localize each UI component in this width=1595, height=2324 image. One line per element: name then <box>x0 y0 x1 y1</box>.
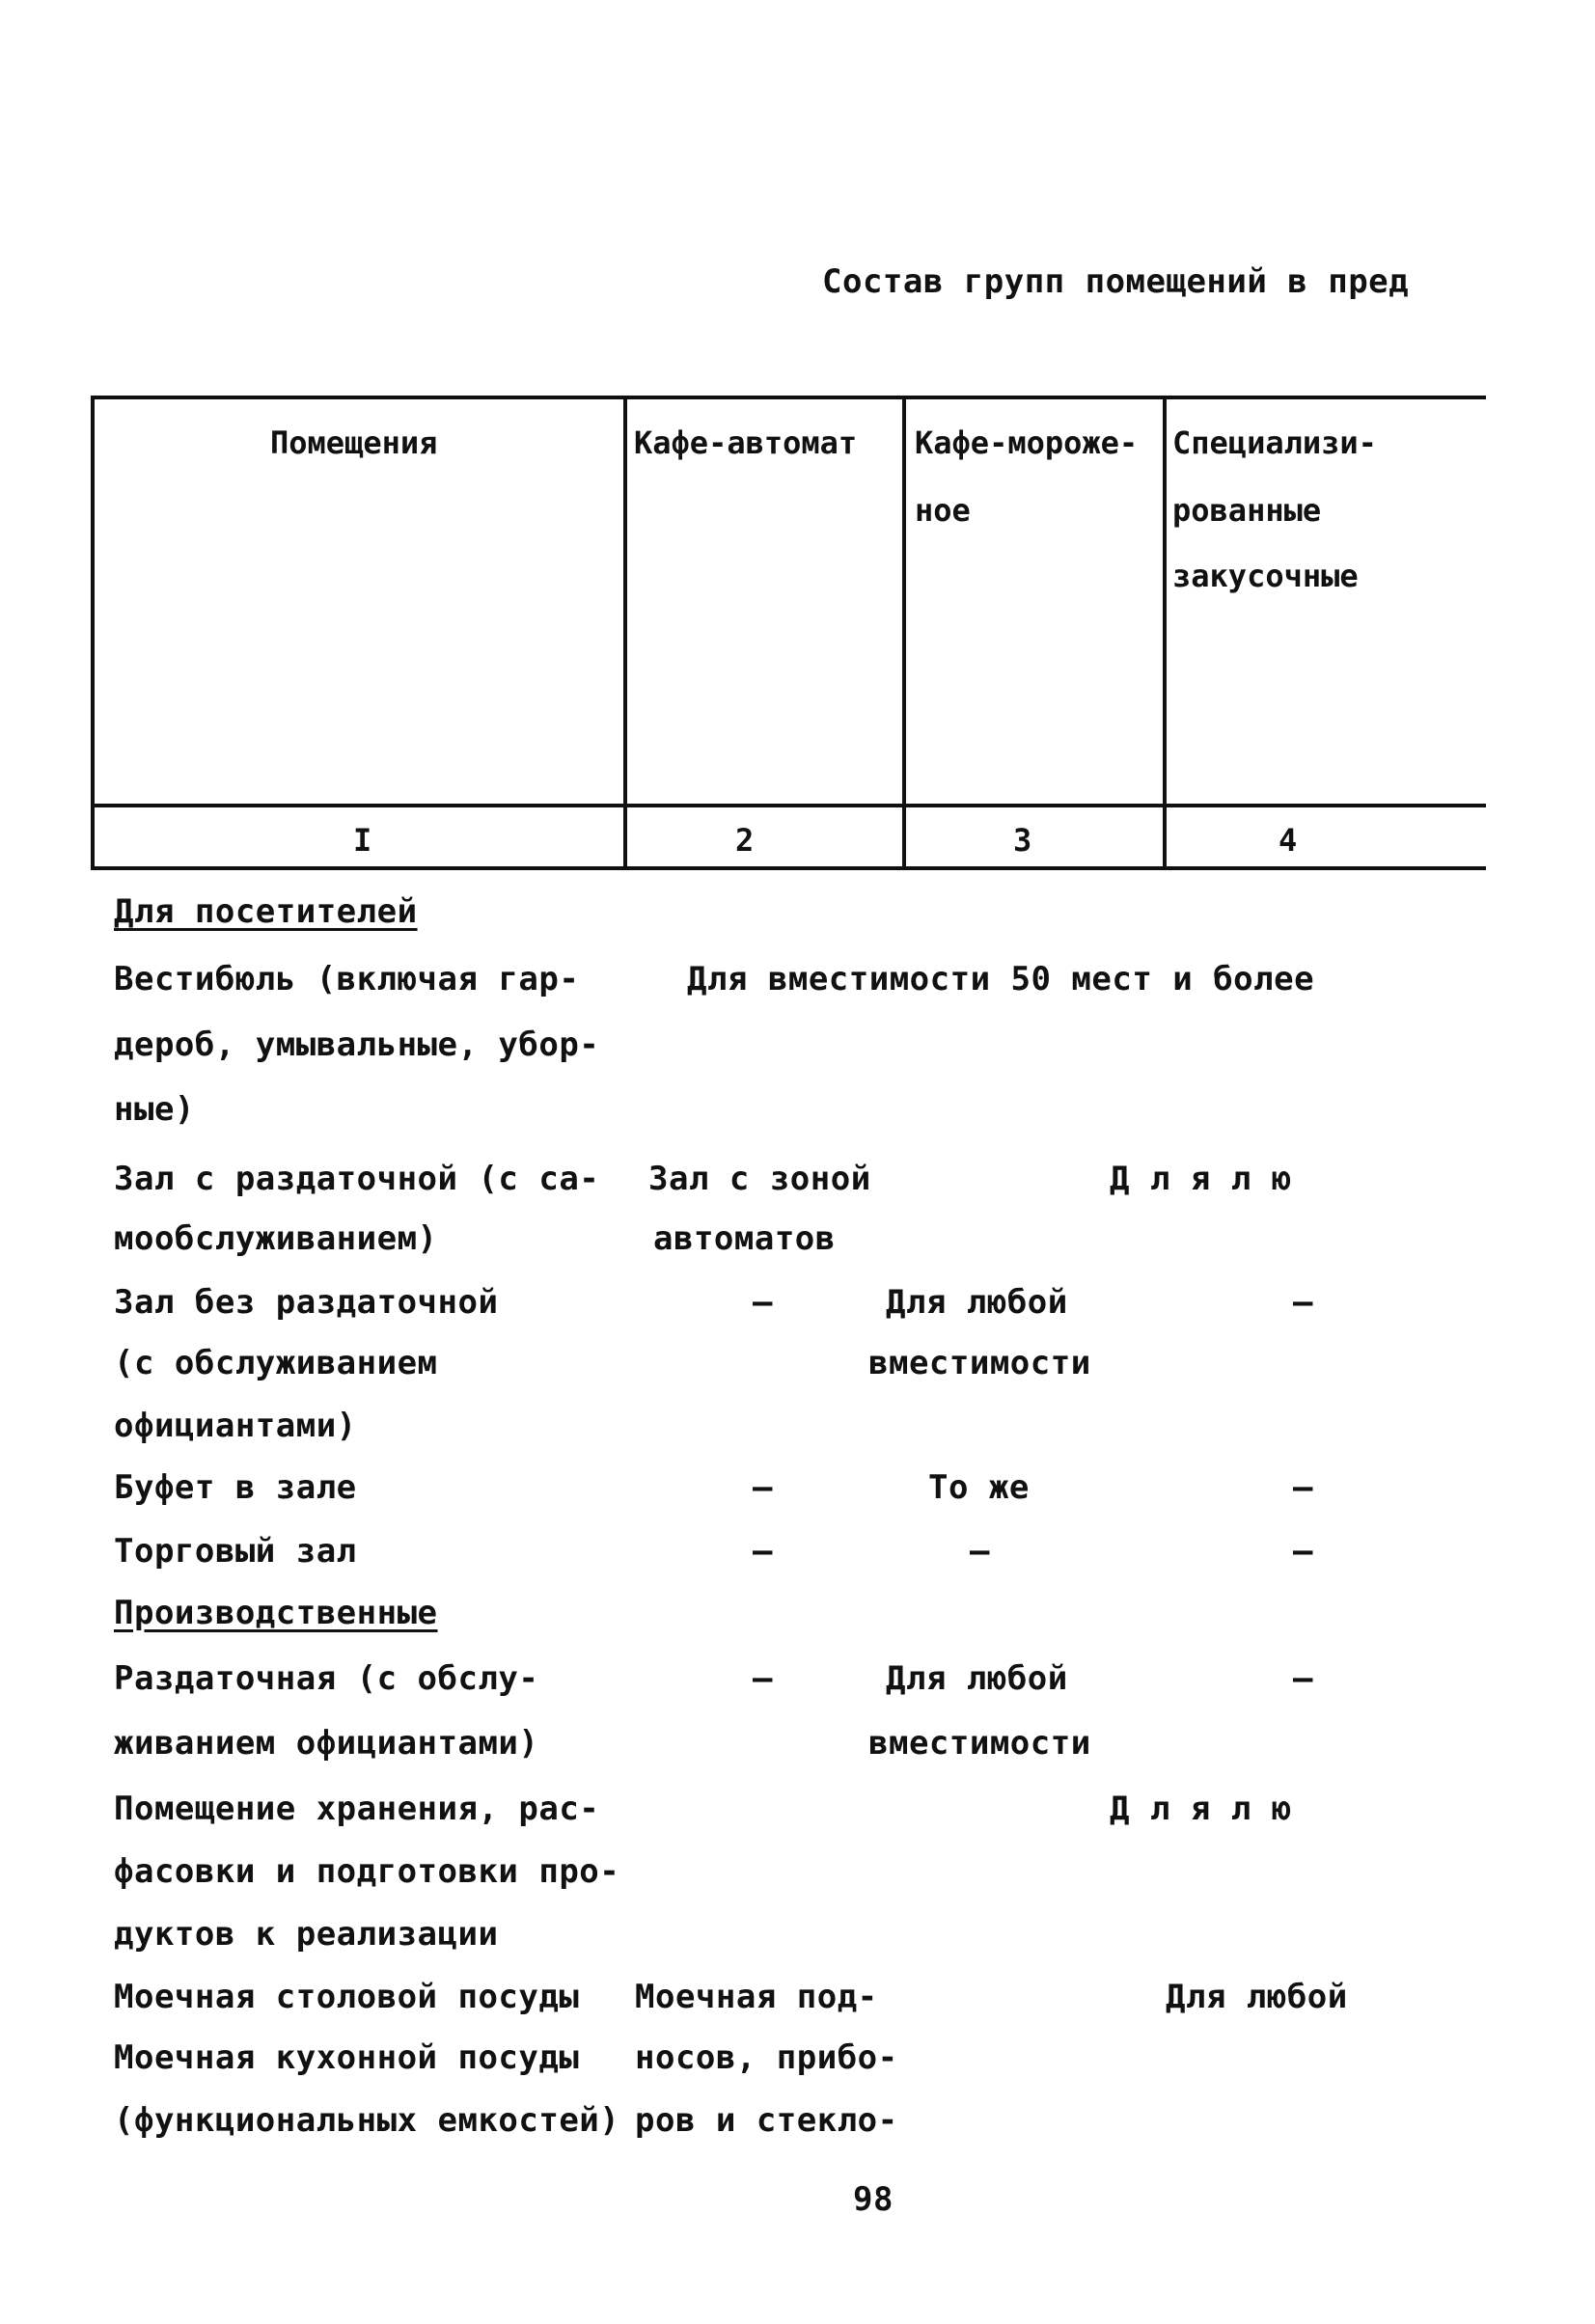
row-hall-self-c2-line1: Зал с зоной <box>648 1160 871 1198</box>
row-wash-c2-line1: Моечная под- <box>635 1978 878 2016</box>
col-number-1: I <box>353 822 372 859</box>
section-visitors: Для посетителей <box>114 892 418 931</box>
col-border-3 <box>1163 396 1167 870</box>
col-number-4: 4 <box>1279 822 1298 859</box>
row-vestibule-span: Для вместимости 50 мест и более <box>687 960 1315 998</box>
row-hall-waiter-line1: Зал без раздаточной <box>114 1283 499 1322</box>
row-hall-waiter-c3-line1: Для любой <box>886 1283 1068 1322</box>
row-wash-c2-line3: ров и стекло- <box>635 2101 898 2140</box>
row-trade-c3: – <box>970 1532 990 1571</box>
row-hall-waiter-line2: (с обслуживанием <box>114 1344 438 1382</box>
row-buffet: Буфет в зале <box>114 1468 357 1507</box>
row-hall-waiter-line3: официантами) <box>114 1407 357 1445</box>
row-vestibule-line1: Вестибюль (включая гар- <box>114 960 580 998</box>
header-divider <box>91 804 1486 807</box>
table-top-border <box>91 396 1486 399</box>
row-buffet-c3: То же <box>928 1468 1030 1507</box>
header-ice-cream-line1: Кафе-мороже- <box>915 424 1139 461</box>
col-border-2 <box>902 396 906 870</box>
row-vestibule-line3: ные) <box>114 1090 195 1129</box>
row-hall-self-c2-line2: автоматов <box>653 1219 836 1258</box>
row-buffet-c4: – <box>1293 1468 1313 1507</box>
header-specialized-line2: рованные <box>1172 492 1322 529</box>
row-wash-line1: Моечная столовой посуды <box>114 1978 580 2016</box>
row-hall-self-line2: мообслуживанием) <box>114 1219 438 1258</box>
row-dispense-c3-line2: вместимости <box>868 1724 1091 1763</box>
row-storage-line2: фасовки и подготовки про- <box>114 1852 620 1891</box>
row-hall-waiter-c4: – <box>1293 1283 1313 1322</box>
row-dispense-line1: Раздаточная (с обслу- <box>114 1659 539 1698</box>
row-wash-line3: (функциональных емкостей) <box>114 2101 620 2140</box>
header-specialized-line3: закусочные <box>1172 558 1359 594</box>
row-dispense-c3-line1: Для любой <box>886 1659 1068 1698</box>
col-number-2: 2 <box>735 822 755 859</box>
row-trade-c4: – <box>1293 1532 1313 1571</box>
row-storage-span: Д л я л ю <box>1110 1790 1292 1828</box>
row-trade-c2: – <box>753 1532 773 1571</box>
table-bottom-border <box>91 866 1486 870</box>
row-hall-self-span: Д л я л ю <box>1110 1160 1292 1198</box>
header-specialized-line1: Специализи- <box>1172 424 1377 461</box>
row-wash-line2: Моечная кухонной посуды <box>114 2038 580 2077</box>
row-vestibule-line2: дероб, умывальные, убор- <box>114 1025 600 1064</box>
header-rooms: Помещения <box>270 424 438 461</box>
header-cafe-automat: Кафе-автомат <box>634 424 858 461</box>
row-hall-self-line1: Зал с раздаточной (с са- <box>114 1160 600 1198</box>
col-number-3: 3 <box>1013 822 1032 859</box>
col-border-left <box>91 396 95 870</box>
row-dispense-c2: – <box>753 1659 773 1698</box>
row-trade: Торговый зал <box>114 1532 357 1571</box>
row-wash-c4: Для любой <box>1166 1978 1348 2016</box>
header-ice-cream-line2: ное <box>915 492 971 529</box>
row-storage-line1: Помещение хранения, рас- <box>114 1790 600 1828</box>
row-hall-waiter-c3-line2: вместимости <box>868 1344 1091 1382</box>
row-dispense-c4: – <box>1293 1659 1313 1698</box>
row-hall-waiter-c2: – <box>753 1283 773 1322</box>
row-buffet-c2: – <box>753 1468 773 1507</box>
row-wash-c2-line2: носов, прибо- <box>635 2038 898 2077</box>
row-dispense-line2: живанием официантами) <box>114 1724 539 1763</box>
page-title: Состав групп помещений в пред <box>822 262 1410 301</box>
section-production: Производственные <box>114 1594 438 1632</box>
col-border-1 <box>623 396 627 870</box>
page-number: 98 <box>853 2180 894 2219</box>
row-storage-line3: дуктов к реализации <box>114 1915 499 1954</box>
